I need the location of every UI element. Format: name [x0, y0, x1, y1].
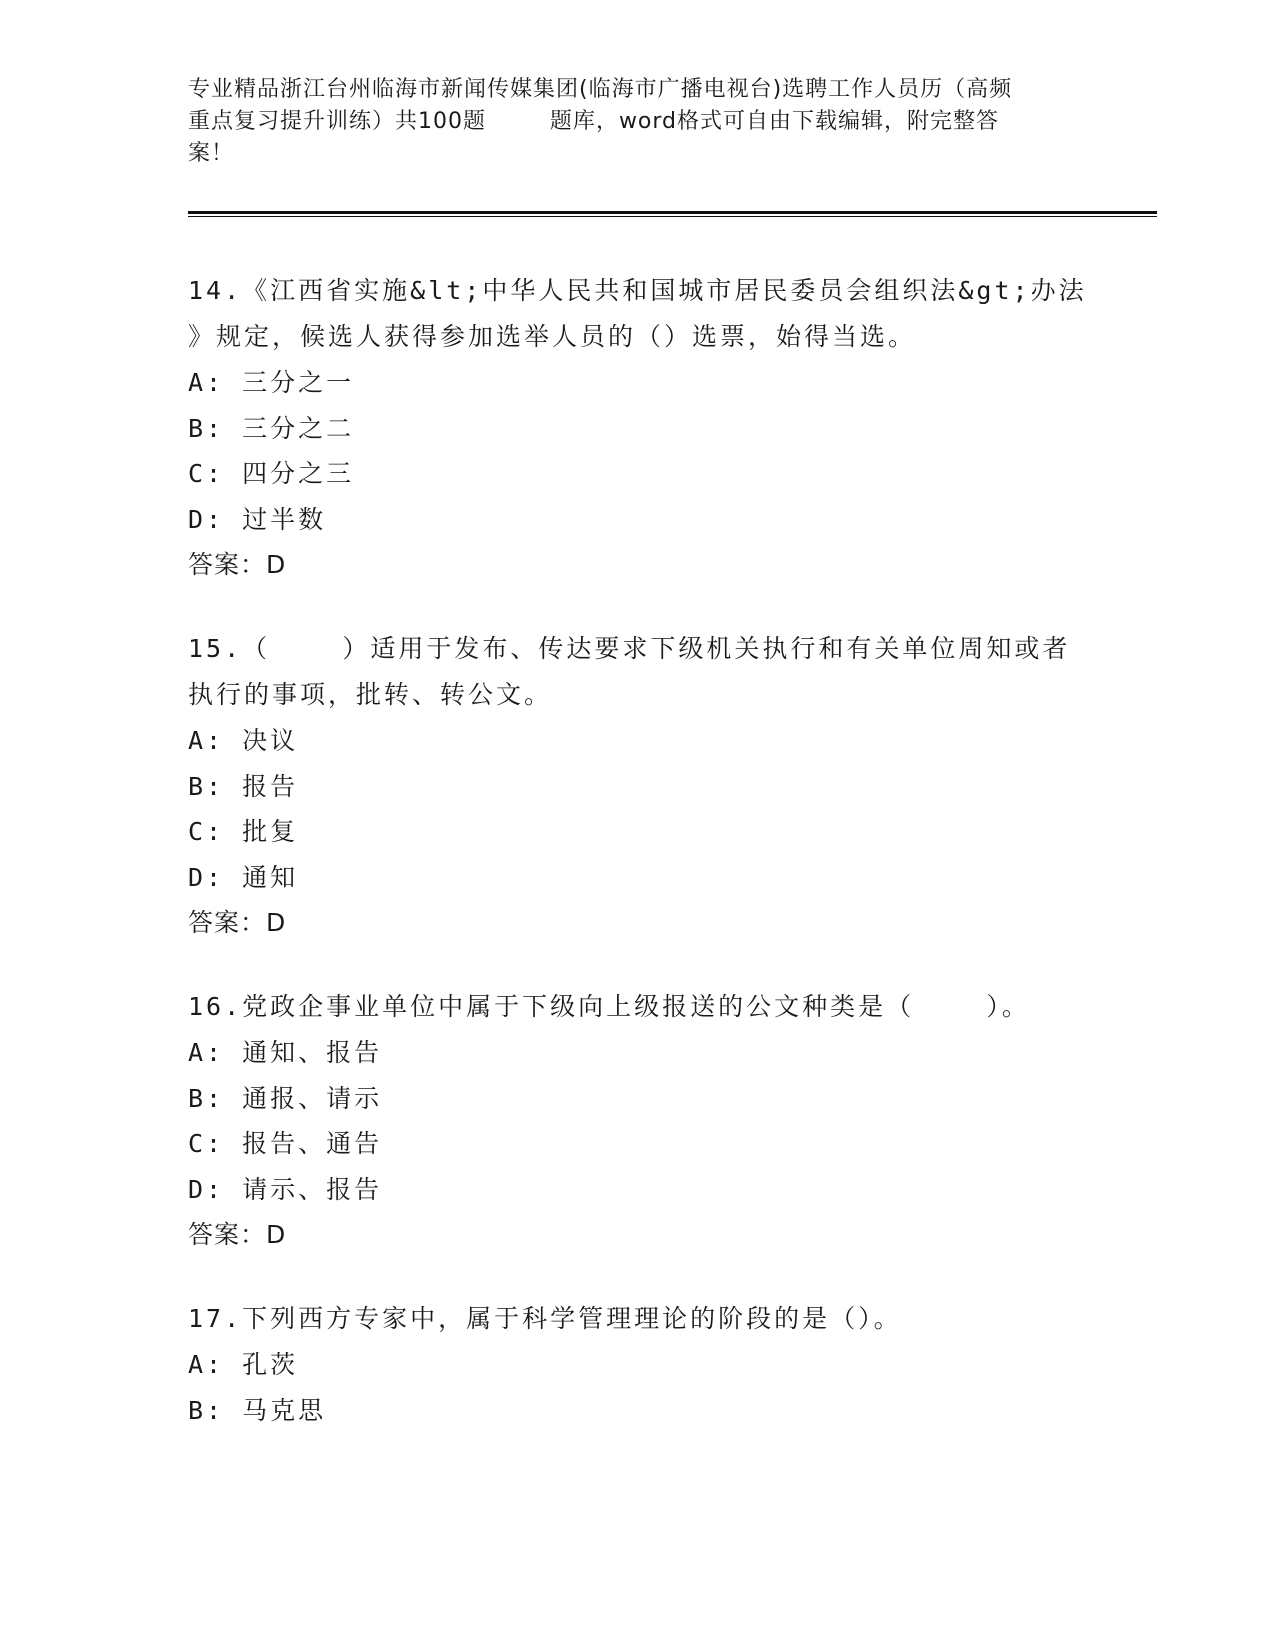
option-a: A: 通知、报告 [188, 1038, 383, 1067]
question-16 [188, 984, 1088, 1258]
answer-line: 答案：D [188, 908, 287, 937]
document-header [188, 74, 1088, 170]
option-b: B: 通报、请示 [188, 1083, 383, 1113]
question-list [188, 268, 1088, 1471]
question-text-line: 14.《江西省实施&lt;中华人民共和国城市居民委员会组织法&gt;办法 [188, 276, 1087, 305]
header-title-line-1: 专业精品浙江台州临海市新闻传媒集团(临海市广播电视台)选聘工作人员历（高频 [188, 77, 1013, 102]
question-text-line: 》规定，候选人获得参加选举人员的（）选票，始得当选。 [188, 322, 917, 351]
option-a: A: 决议 [188, 726, 299, 755]
option-c: C: 报告、通告 [188, 1129, 383, 1158]
option-d: D: 过半数 [188, 504, 327, 534]
header-title-line-2: 重点复习提升训练）共100题 题库，word格式可自由下载编辑，附完整答 [188, 109, 1000, 134]
question-text-line: 17.下列西方专家中，属于科学管理理论的阶段的是（）。 [188, 1304, 902, 1333]
question-text-line: 执行的事项，批转、转公文。 [188, 680, 553, 709]
header-title-line-3: 案！ [188, 141, 235, 166]
option-a: A: 孔茨 [188, 1350, 299, 1379]
question-14 [188, 268, 1088, 588]
option-c: C: 批复 [188, 817, 299, 846]
header-divider [188, 211, 1157, 217]
answer-line: 答案：D [188, 550, 287, 579]
answer-line: 答案：D [188, 1220, 287, 1249]
option-b: B: 报告 [188, 771, 299, 801]
option-d: D: 请示、报告 [188, 1174, 383, 1204]
option-d: D: 通知 [188, 862, 299, 892]
option-a: A: 三分之一 [188, 368, 355, 397]
question-text-line: 16.党政企事业单位中属于下级向上级报送的公文种类是（ ）。 [188, 992, 1030, 1021]
option-b: B: 三分之二 [188, 413, 355, 443]
question-text-line: 15.（ ）适用于发布、传达要求下级机关执行和有关单位周知或者 [188, 634, 1071, 663]
question-17 [188, 1296, 1088, 1433]
option-c: C: 四分之三 [188, 459, 355, 488]
option-b: B: 马克思 [188, 1395, 327, 1425]
question-15 [188, 626, 1088, 946]
